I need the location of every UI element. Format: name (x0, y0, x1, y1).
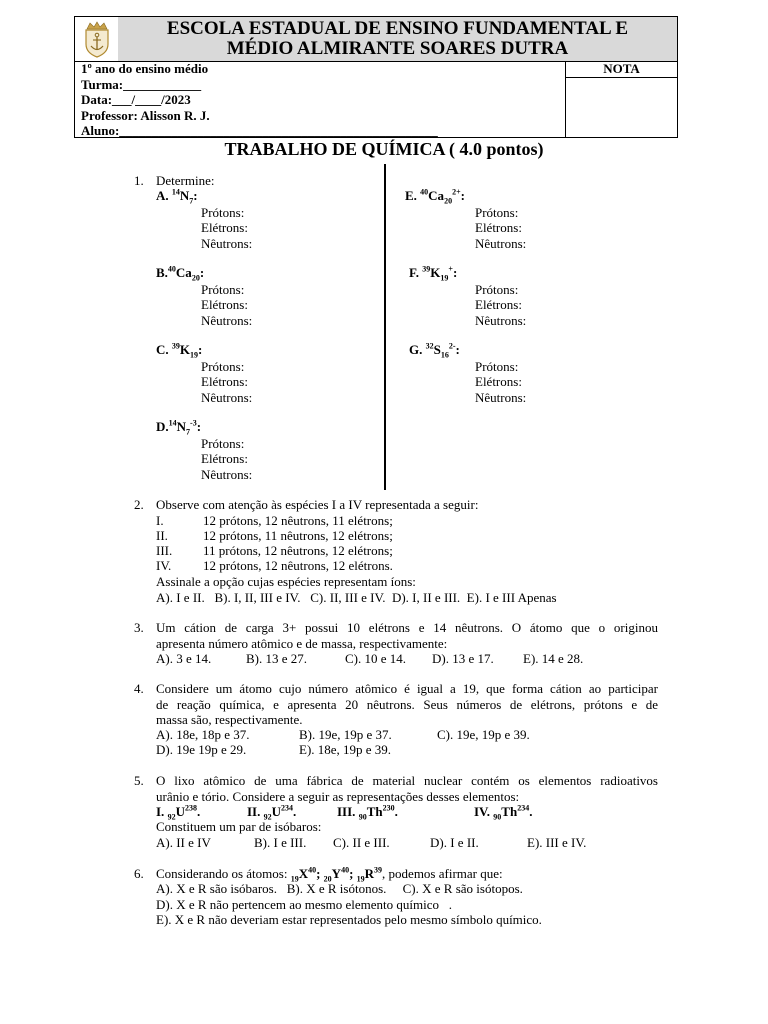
anchor-crest-icon (81, 20, 113, 58)
q4-option-a[interactable]: A). 18e, 18p e 37. (156, 727, 250, 742)
q2-options[interactable]: A). I e II. B). I, II, III e IV. C). II, III e IV. D). I, II e III. E). I e III Apenas (156, 590, 557, 605)
q6-tail: , podemos afirmar que: (382, 866, 503, 881)
q1-item-a: A. $^{14}N_7$: (156, 187, 198, 206)
q1-item-g: G. $^{32}S_{16}^{2-}$: (409, 341, 460, 360)
column-divider (384, 164, 386, 490)
class-field[interactable]: Turma:____________ (81, 76, 202, 92)
grade-line: 1º ano do ensino médio (81, 61, 209, 76)
q4-text-line1: Considere um átomo cujo número atômico é igual a 19, que forma cátion ao participar (156, 681, 658, 696)
q6-text-line1: Considerando os átomos: $_{19}X^{40}$; $_{20}Y^{40}$; $_{19}R^{39}$, podemos afirmar que: (156, 865, 503, 884)
nota-label: NOTA (565, 61, 678, 78)
q3-text-line1: Um cátion de carga 3+ possui 10 elétrons e 14 nêutrons. O átomo que o originou (156, 620, 658, 635)
q1-item-d: $D.^{14}N_7^{-3}$: (156, 418, 202, 437)
electrons-label: Elétrons: (201, 374, 248, 389)
header-table (74, 16, 678, 138)
q3-option-a[interactable]: A). 3 e 14. (156, 651, 212, 666)
electrons-label: Elétrons: (201, 297, 248, 312)
school-name: ESCOLA ESTADUAL DE ENSINO FUNDAMENTAL E MÉDIO ALMIRANTE SOARES DUTRA (118, 17, 677, 61)
q3-option-b[interactable]: B). 13 e 27. (246, 651, 308, 666)
q5-option-e[interactable]: E). III e IV. (527, 835, 587, 850)
protons-label: Prótons: (201, 205, 245, 220)
q6-options-line1[interactable]: A). X e R são isóbaros. B). X e R isótonos. C). X e R são isótopos. (156, 881, 523, 896)
page-title: TRABALHO DE QUÍMICA ( 4.0 pontos) (224, 139, 544, 159)
q2-roman: I. (156, 513, 164, 528)
q3-option-c[interactable]: C). 10 e 14. (345, 651, 407, 666)
q4-option-e[interactable]: E). 18e, 19p e 39. (299, 742, 392, 757)
q5-text-line1: O lixo atômico de uma fábrica de material nuclear contém os elementos radioativos (156, 773, 658, 788)
neutrons-label: Nêutrons: (201, 390, 253, 405)
electrons-label: Elétrons: (475, 220, 522, 235)
q5-option-b[interactable]: B). I e III. (254, 835, 307, 850)
electrons-label: Elétrons: (475, 374, 522, 389)
protons-label: Prótons: (201, 436, 245, 451)
q2-roman: II. (156, 528, 168, 543)
q1-number: 1. (134, 173, 144, 188)
q6-option-e[interactable]: E). X e R não deveriam estar representados pelo mesmo símbolo químico. (156, 912, 542, 927)
q5-element-iv: IV. $_{90}Th^{234}$. (474, 803, 533, 822)
q1-item-f: F. $^{39}K_{19}^+$: (409, 264, 458, 283)
student-info (81, 61, 438, 139)
q1-item-b: $B.^{40}Ca_{20}$: (156, 264, 205, 283)
q6-option-d[interactable]: D). X e R não pertencem ao mesmo elemento químico . (156, 897, 453, 912)
student-name-field[interactable]: Aluno:_________________________________________________ (81, 123, 438, 138)
q6-number: 6. (134, 866, 144, 881)
neutrons-label: Nêutrons: (201, 313, 253, 328)
q2-number: 2. (134, 497, 144, 512)
q5-option-c[interactable]: C). II e III. (333, 835, 390, 850)
neutrons-label: Nêutrons: (201, 236, 253, 251)
q3-number: 3. (134, 620, 144, 635)
q2-item: 11 prótons, 12 nêutrons, 12 elétrons; (203, 543, 393, 558)
q1-item-e: E. $^{40}Ca_{20}^{2+}$: (405, 187, 465, 206)
protons-label: Prótons: (201, 282, 245, 297)
electrons-label: Elétrons: (201, 451, 248, 466)
neutrons-label: Nêutrons: (475, 313, 527, 328)
q5-option-a[interactable]: A). II e IV (156, 835, 211, 850)
q2-roman: IV. (156, 558, 172, 573)
q5-option-d[interactable]: D). I e II. (430, 835, 479, 850)
q3-option-e[interactable]: E). 14 e 28. (523, 651, 584, 666)
q2-text: Observe com atenção às espécies I a IV representada a seguir: (156, 497, 479, 512)
neutrons-label: Nêutrons: (201, 467, 253, 482)
q4-option-d[interactable]: D). 19e 19p e 29. (156, 742, 247, 757)
q5-element-ii: II. $_{92}U^{234}$. (247, 803, 297, 822)
q5-element-i: I. $_{92}U^{238}$. (156, 803, 201, 822)
neutrons-label: Nêutrons: (475, 236, 527, 251)
protons-label: Prótons: (475, 282, 519, 297)
q4-text-line2: de reação química, e apresenta 20 nêutrons. Seus números de elétrons, prótons e de (156, 697, 658, 712)
q4-option-c[interactable]: C). 19e, 19p e 39. (437, 727, 530, 742)
date-field[interactable]: Data:___/____/2023 (81, 92, 191, 107)
q4-text-line3: massa são, respectivamente. (156, 712, 303, 727)
q2-item: 12 prótons, 12 nêutrons, 12 elétrons. (203, 558, 393, 573)
q5-element-iii: III. $_{90}Th^{230}$. (337, 803, 398, 822)
q5-text-line2: urânio e tório. Considere a seguir as representações desses elementos: (156, 789, 520, 804)
q1-item-c: C. $^{39}K_{19}$: (156, 341, 203, 360)
electrons-label: Elétrons: (475, 297, 522, 312)
q2-roman: III. (156, 543, 173, 558)
q5-text-line4: Constituem um par de isóbaros: (156, 819, 322, 834)
q2-item: 12 prótons, 12 nêutrons, 11 elétrons; (203, 513, 393, 528)
neutrons-label: Nêutrons: (475, 390, 527, 405)
electrons-label: Elétrons: (201, 220, 248, 235)
q1-intro: Determine: (156, 173, 215, 188)
teacher-line: Professor: Alisson R. J. (81, 107, 210, 123)
q3-option-d[interactable]: D). 13 e 17. (432, 651, 494, 666)
q5-number: 5. (134, 773, 144, 788)
q4-number: 4. (134, 681, 144, 696)
school-logo (75, 17, 119, 61)
protons-label: Prótons: (201, 359, 245, 374)
protons-label: Prótons: (475, 359, 519, 374)
q4-option-b[interactable]: B). 19e, 19p e 37. (299, 727, 392, 742)
q3-text-line2: apresenta número atômico e de massa, respectivamente: (156, 636, 448, 651)
q2-item: 12 prótons, 11 nêutrons, 12 elétrons; (203, 528, 393, 543)
q2-prompt: Assinale a opção cujas espécies representam íons: (156, 574, 416, 589)
q6-intro: Considerando os átomos: (156, 866, 288, 881)
protons-label: Prótons: (475, 205, 519, 220)
